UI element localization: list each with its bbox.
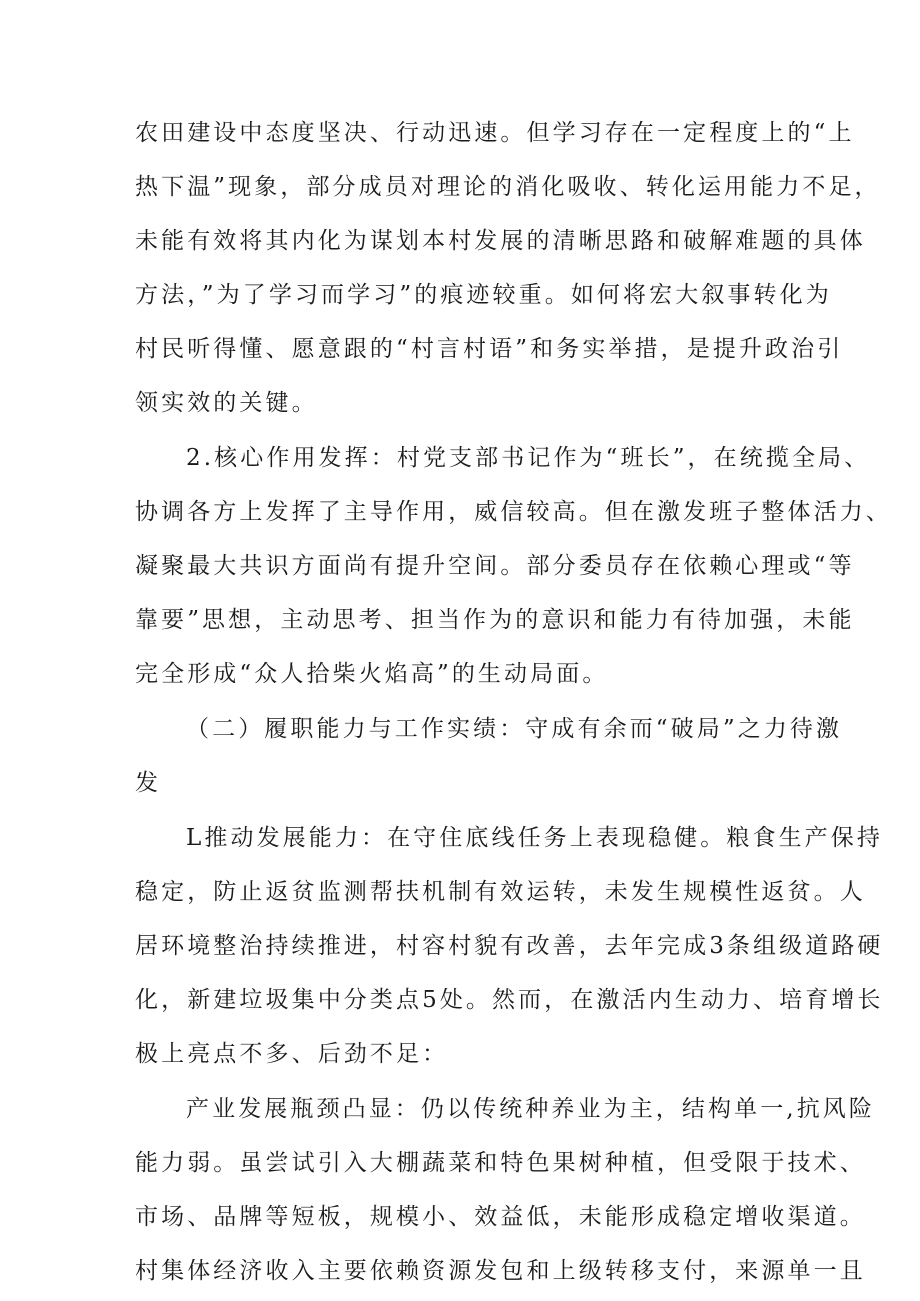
text-line: 极上亮点不多、后劲不足： xyxy=(135,1041,449,1067)
text-line: 居环境整治持续推进，村容村貌有改善，去年完成3条组级道路硬 xyxy=(135,933,884,959)
text-line: 协调各方上发挥了主导作用，威信较高。但在激发班子整体活力、 xyxy=(135,499,892,525)
paragraph-heading-line: L推动发展能力：在守住底线任务上表现稳健。粮食生产保持 xyxy=(186,825,883,851)
text-line: 完全形成“众人拾柴火焰高”的生动局面。 xyxy=(135,661,609,687)
text-line: 方法，”为了学习而学习”的痕迹较重。如何将宏大叙事转化为 xyxy=(135,282,832,308)
text-line: 靠要”思想，主动思考、担当作为的意识和能力有待加强，未能 xyxy=(135,607,855,633)
paragraph-heading-line: 产业发展瓶颈凸显：仍以传统种养业为主，结构单一,抗风险 xyxy=(186,1096,876,1122)
text-line: 农田建设中态度坚决、行动迅速。但学习存在一定程度上的“上 xyxy=(135,120,855,146)
section-heading-line: （二）履职能力与工作实绩：守成有余而“破局”之力待激 xyxy=(186,716,843,742)
text-line: 凝聚最大共识方面尚有提升空间。部分委员存在依赖心理或“等 xyxy=(135,553,855,579)
text-line: 稳定，防止返贫监测帮扶机制有效运转，未发生规模性返贫。人 xyxy=(135,879,866,905)
text-line: 村民听得懂、愿意跟的“村言村语”和务实举措，是提升政治引 xyxy=(135,336,844,362)
text-line: 化，新建垃圾集中分类点5处。然而，在激活内生动力、培育增长 xyxy=(135,987,884,1013)
paragraph-heading-line: 2.核心作用发挥：村党支部书记作为“班长”，在统揽全局、 xyxy=(186,445,871,471)
text-line: 未能有效将其内化为谋划本村发展的清晰思路和破解难题的具体 xyxy=(135,228,866,254)
text-line: 村集体经济收入主要依赖资源发包和上级转移支付，来源单一且 xyxy=(135,1258,866,1284)
text-line: 热下温”现象，部分成员对理论的消化吸收、转化运用能力不足， xyxy=(135,174,881,200)
section-heading-line: 发 xyxy=(135,770,162,796)
text-line: 能力弱。虽尝试引入大棚蔬菜和特色果树种植，但受限于技术、 xyxy=(135,1150,866,1176)
text-line: 领实效的关键。 xyxy=(135,390,318,416)
text-line: 市场、品牌等短板，规模小、效益低，未能形成稳定增收渠道。 xyxy=(135,1204,866,1230)
